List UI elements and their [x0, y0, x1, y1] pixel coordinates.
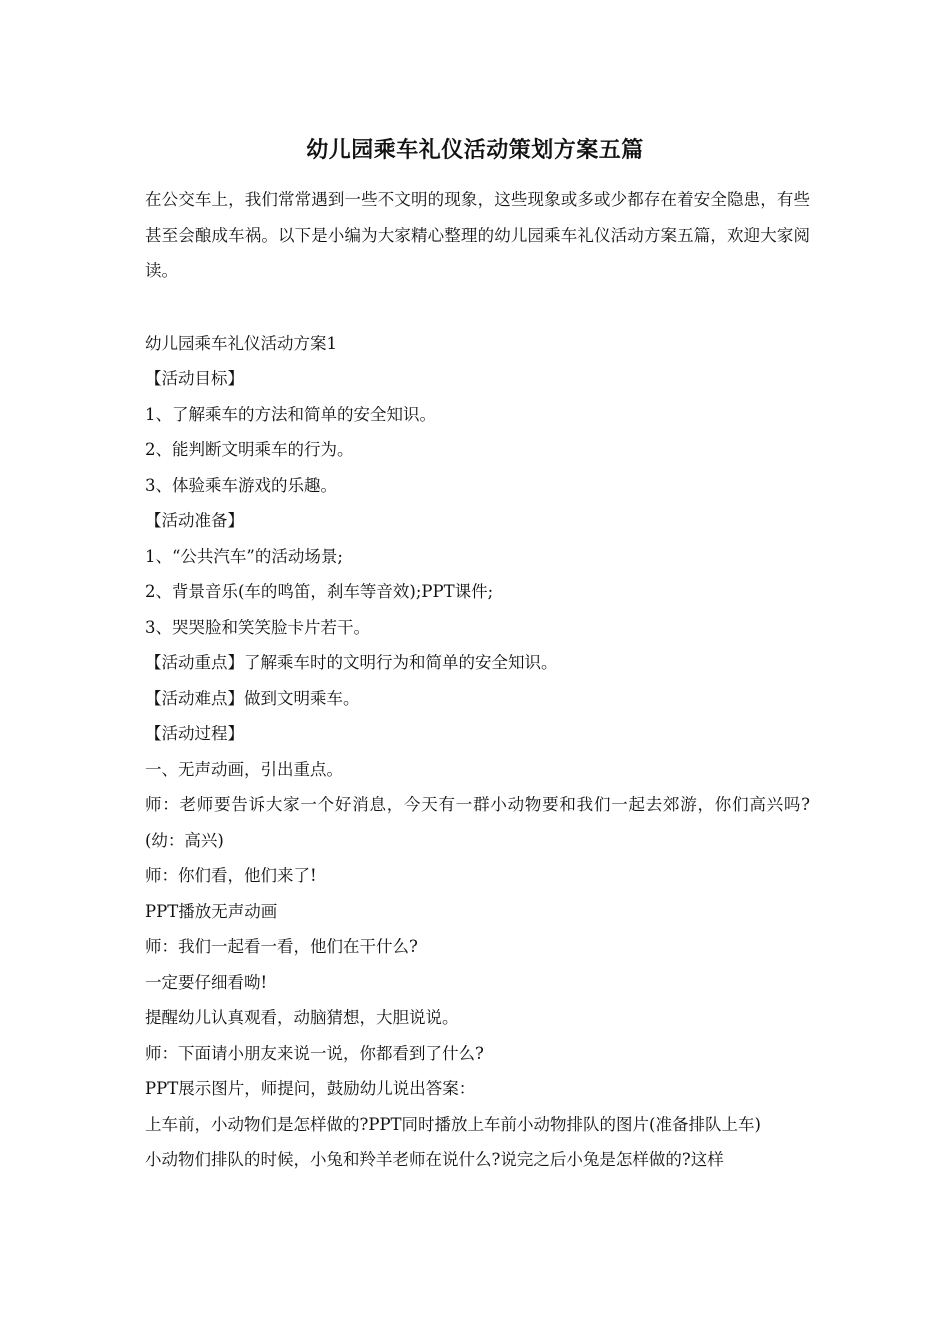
- list-item: 1、了解乘车的方法和简单的安全知识。: [145, 404, 436, 424]
- body-line: 一定要仔细看呦!: [145, 972, 268, 992]
- document-title: 幼儿园乘车礼仪活动策划方案五篇: [306, 137, 644, 163]
- body-line: 小动物们排队的时候，小兔和羚羊老师在说什么?说完之后小兔是怎样做的?这样: [145, 1150, 724, 1169]
- subheading-process: 【活动过程】: [145, 724, 244, 743]
- body-line: PPT播放无声动画: [145, 901, 278, 921]
- key-point-line: 【活动重点】了解乘车时的文明行为和简单的安全知识。: [145, 653, 558, 672]
- section-heading: 幼儿园乘车礼仪活动方案1: [145, 333, 337, 353]
- subheading-preparation: 【活动准备】: [145, 511, 244, 530]
- body-line: 一、无声动画，引出重点。: [145, 759, 343, 779]
- document-body: [145, 182, 810, 1178]
- subheading-goals: 【活动目标】: [145, 369, 244, 388]
- body-line: 师：你们看，他们来了!: [145, 866, 317, 885]
- body-line: 师：我们一起看一看，他们在干什么?: [145, 937, 418, 956]
- list-item: 2、能判断文明乘车的行为。: [145, 440, 354, 459]
- body-line: 提醒幼儿认真观看，动脑猜想，大胆说说。: [145, 1008, 459, 1027]
- list-item: 3、哭哭脸和笑笑脸卡片若干。: [145, 617, 370, 637]
- body-line: PPT展示图片，师提问，鼓励幼儿说出答案：: [145, 1079, 476, 1098]
- difficulty-line: 【活动难点】做到文明乘车。: [145, 688, 360, 708]
- body-line: 师：下面请小朋友来说一说，你都看到了什么?: [145, 1043, 484, 1063]
- list-item: 2、背景音乐(车的鸣笛，刹车等音效);PPT课件;: [145, 582, 494, 601]
- intro-paragraph: 在公交车上，我们常常遇到一些不文明的现象，这些现象或多或少都存在着安全隐患，有些甚至会酿成车祸。以下是小编为大家精心整理的幼儿园乘车礼仪活动方案五篇，欢迎大家阅读。: [145, 190, 810, 280]
- list-item: 3、体验乘车游戏的乐趣。: [145, 475, 337, 495]
- body-paragraph: 上车前，小动物们是怎样做的?PPT同时播放上车前小动物排队的图片(准备排队上车): [145, 1114, 761, 1134]
- paragraph-gap: [145, 289, 810, 326]
- body-paragraph: 师：老师要告诉大家一个好消息，今天有一群小动物要和我们一起去郊游，你们高兴吗?(幼：高兴): [145, 795, 810, 850]
- list-item: 1、“公共汽车”的活动场景;: [145, 546, 343, 566]
